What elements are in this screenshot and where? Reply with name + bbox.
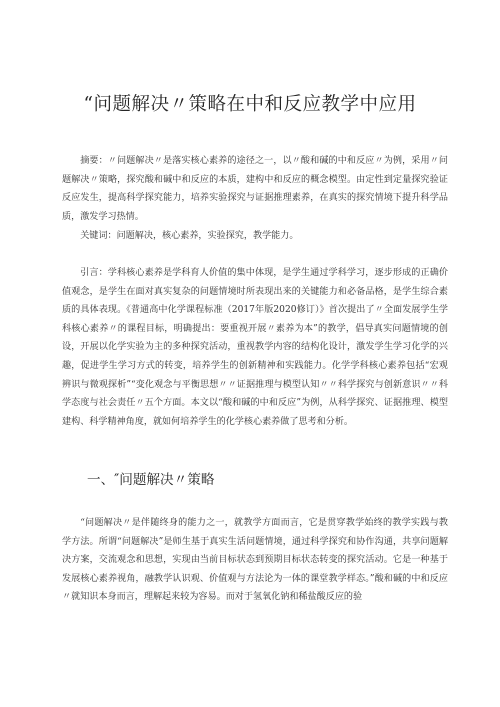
section-heading-problem-solving: 一、″问题解决〃策略 bbox=[87, 472, 215, 488]
introduction-paragraph: 引言：学科核心素养是学科育人价值的集中体现，是学生通过学科学习，逐步形成的正确价值观念，是学生在面对真实复杂的问题情境时所表现出来的关键能力和必备品格，是学生综合素质的具体表现。《普通高中化学课程标准（2017年版2020修订）》首次提出了〃全面发展学生学科核心素养〃的课程目标，明确提出：要重视开展〃素养为本”的教学，倡导真实问题情境的创设，开展以化学实验为主的多种探究活动，重视教学内容的结构化设计，激发学生学习化学的兴趣，促进学生学习方式的转变，培养学生的创新精神和实践能力。化学学科核心素养包括“宏观辨识与微观探析”“变化观念与平衡思想〃〃证据推理与模型认知〃〃科学探究与创新意识〃〃科学态度与社会责任〃五个方面。本文以“酸和碱的中和反应”为例，从科学探究、证据推理、模型建构、科学精神角度，就如何培养学生的化学核心素养做了思考和分析。 bbox=[62, 268, 448, 427]
keywords-paragraph: 关键词：问题解决，核心素养，实验探究，教学能力。 bbox=[80, 231, 299, 241]
abstract-paragraph: 摘要：〃问题解决〃是落实核心素养的途径之一，以〃酸和碱的中和反应〃为例，采用〃问题解决〃策略，探究酸和碱中和反应的本质，建构中和反应的概念模型。由定性到定量探究验证反应发生，提高科学探究能力，培养实验探究与证据推理素养，在真实的探究情境下提升科学品质，激发学习热情。 bbox=[62, 156, 448, 222]
section-paragraph: “问题解决〃是伴随终身的能力之一，就教学方面而言，它是贯穿教学始终的教学实践与教学方法。所谓“问题解决”是师生基于真实生活问题情境，通过科学探究和协作沟通，共享问题解决方案，交流观念和思想，实现由当前目标状态到预期目标状态转变的探究活动。它是一种基于发展核心素养视角，融教学认识观、价值观与方法论为一体的课堂教学样态。”酸和碱的中和反应〃就知识本身而言，理解起来较为容易。而对于氢氧化钠和稀盐酸反应的验 bbox=[62, 518, 448, 603]
document-title: “问题解决〃策略在中和反应教学中应用 bbox=[83, 94, 417, 115]
